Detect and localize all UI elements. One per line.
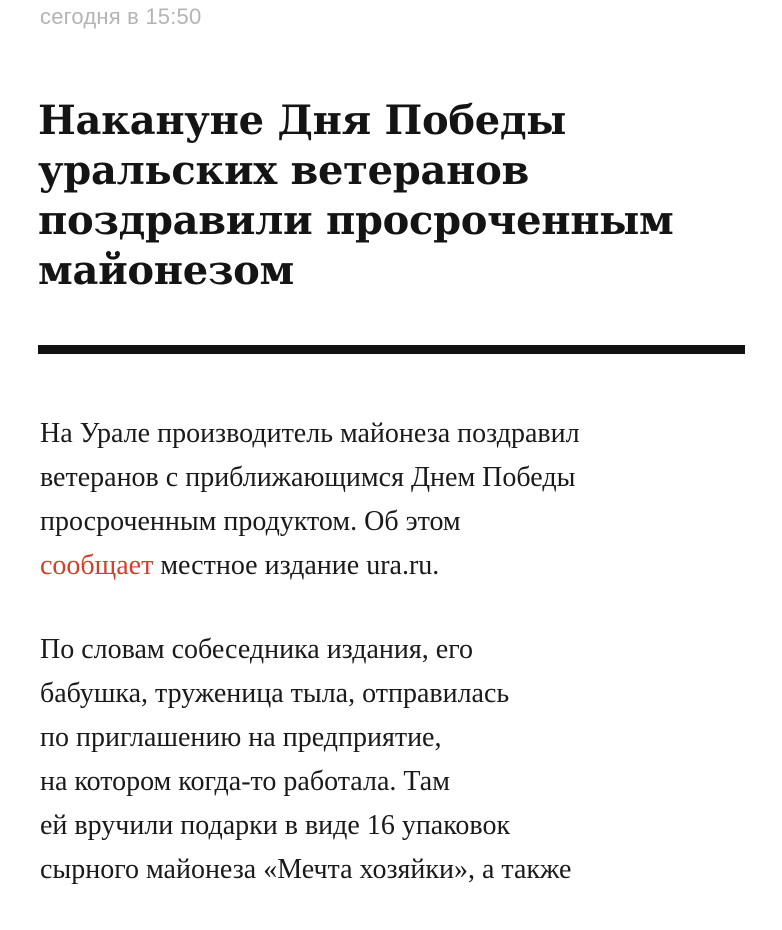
paragraph-line: сырного майонеза «Мечта хозяйки», а также — [40, 854, 572, 885]
paragraph-intro — [40, 412, 760, 588]
headline-line: Накануне Дня Победы — [38, 97, 567, 144]
source-link[interactable]: сообщает — [40, 550, 154, 581]
headline-divider — [38, 345, 745, 354]
publish-timestamp: сегодня в 15:50 — [40, 4, 202, 29]
headline-line: уральских ветеранов — [38, 147, 529, 194]
paragraph-line: бабушка, труженица тыла, отправилась — [40, 678, 510, 709]
headline-line: поздравили просроченным — [38, 197, 674, 244]
paragraph-line — [40, 544, 760, 588]
paragraph-line: ветеранов с приближающимся Днем Победы — [40, 462, 576, 493]
paragraph-details — [40, 628, 760, 892]
headline-line: майонезом — [38, 247, 294, 294]
source-mention: местное издание ura.ru. — [153, 550, 440, 581]
paragraph-line: На Урале производитель майонеза поздравил — [40, 418, 580, 449]
paragraph-line: По словам собеседника издания, его — [40, 634, 473, 665]
paragraph-line: на котором когда-то работала. Там — [40, 766, 450, 797]
article-body — [40, 412, 760, 892]
paragraph-line: просроченным продуктом. Об этом — [40, 506, 461, 537]
paragraph-line: по приглашению на предприятие, — [40, 722, 442, 753]
paragraph-line: ей вручили подарки в виде 16 упаковок — [40, 810, 511, 841]
article-headline — [38, 96, 758, 296]
